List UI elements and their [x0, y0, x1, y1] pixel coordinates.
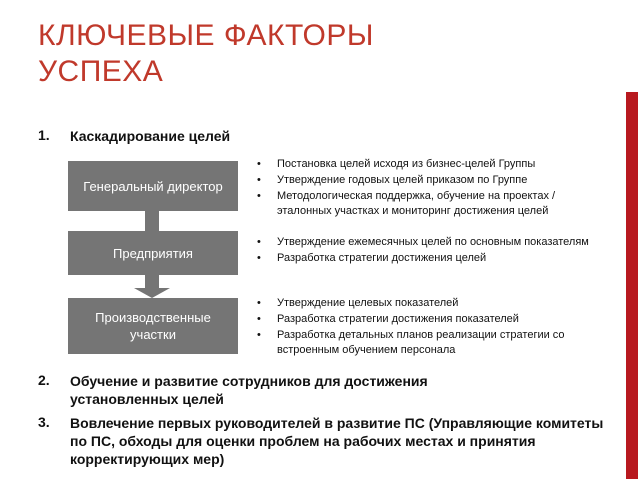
item-3-number: 3.: [38, 414, 50, 430]
title-line-1: КЛЮЧЕВЫЕ ФАКТОРЫ: [38, 19, 374, 52]
bullet-list-level-3: [257, 296, 597, 359]
list-item: • Утверждение целевых показателей: [257, 297, 459, 309]
box-production-sites: [68, 298, 238, 354]
accent-bar: [626, 92, 638, 479]
bullet-icon: •: [257, 190, 261, 202]
arrowhead-icon: [134, 288, 170, 298]
box-label: Производственные участки: [95, 310, 211, 342]
item-1-text: Каскадирование целей: [70, 128, 231, 144]
item-1-number: 1.: [38, 127, 50, 143]
item-2-text: Обучение и развитие сотрудников для достижения установленных целей: [70, 373, 428, 407]
bullet-icon: •: [257, 236, 261, 248]
box-label: Предприятия: [113, 245, 193, 261]
bullet-icon: •: [257, 297, 261, 309]
box-label: Генеральный директор: [83, 178, 223, 194]
list-item: • Постановка целей исходя из бизнес-целей Группы: [257, 158, 536, 170]
list-item: • Разработка стратегии достижения целей: [257, 252, 487, 264]
connector-2: [145, 275, 159, 289]
bullet-list-level-1: [257, 157, 597, 220]
list-item: • Разработка стратегии достижения показателей: [257, 313, 519, 325]
connector-1: [145, 211, 159, 231]
item-2-number: 2.: [38, 372, 50, 388]
list-item: • Утверждение ежемесячных целей по основным показателям: [257, 236, 589, 248]
bullet-icon: •: [257, 174, 261, 186]
list-item: • Утверждение годовых целей приказом по Группе: [257, 174, 528, 186]
title-line-2: УСПЕХА: [38, 55, 164, 88]
slide-title: [38, 18, 558, 90]
bullet-list-level-2: [257, 235, 597, 267]
bullet-icon: •: [257, 313, 261, 325]
bullet-icon: •: [257, 329, 261, 341]
bullet-icon: •: [257, 158, 261, 170]
list-item: • Методологическая поддержка, обучение на проектах / эталонных участках и мониторинг достижения целей: [257, 190, 556, 217]
box-general-director: [68, 161, 238, 211]
item-3-text: Вовлечение первых руководителей в развитие ПС (Управляющие комитеты по ПС, обходы для оценки проблем на рабочих местах и принятия корректирующих мер): [70, 415, 604, 467]
box-enterprises: [68, 231, 238, 275]
bullet-icon: •: [257, 252, 261, 264]
list-item: • Разработка детальных планов реализации стратегии со встроенным обучением персонала: [257, 329, 565, 356]
